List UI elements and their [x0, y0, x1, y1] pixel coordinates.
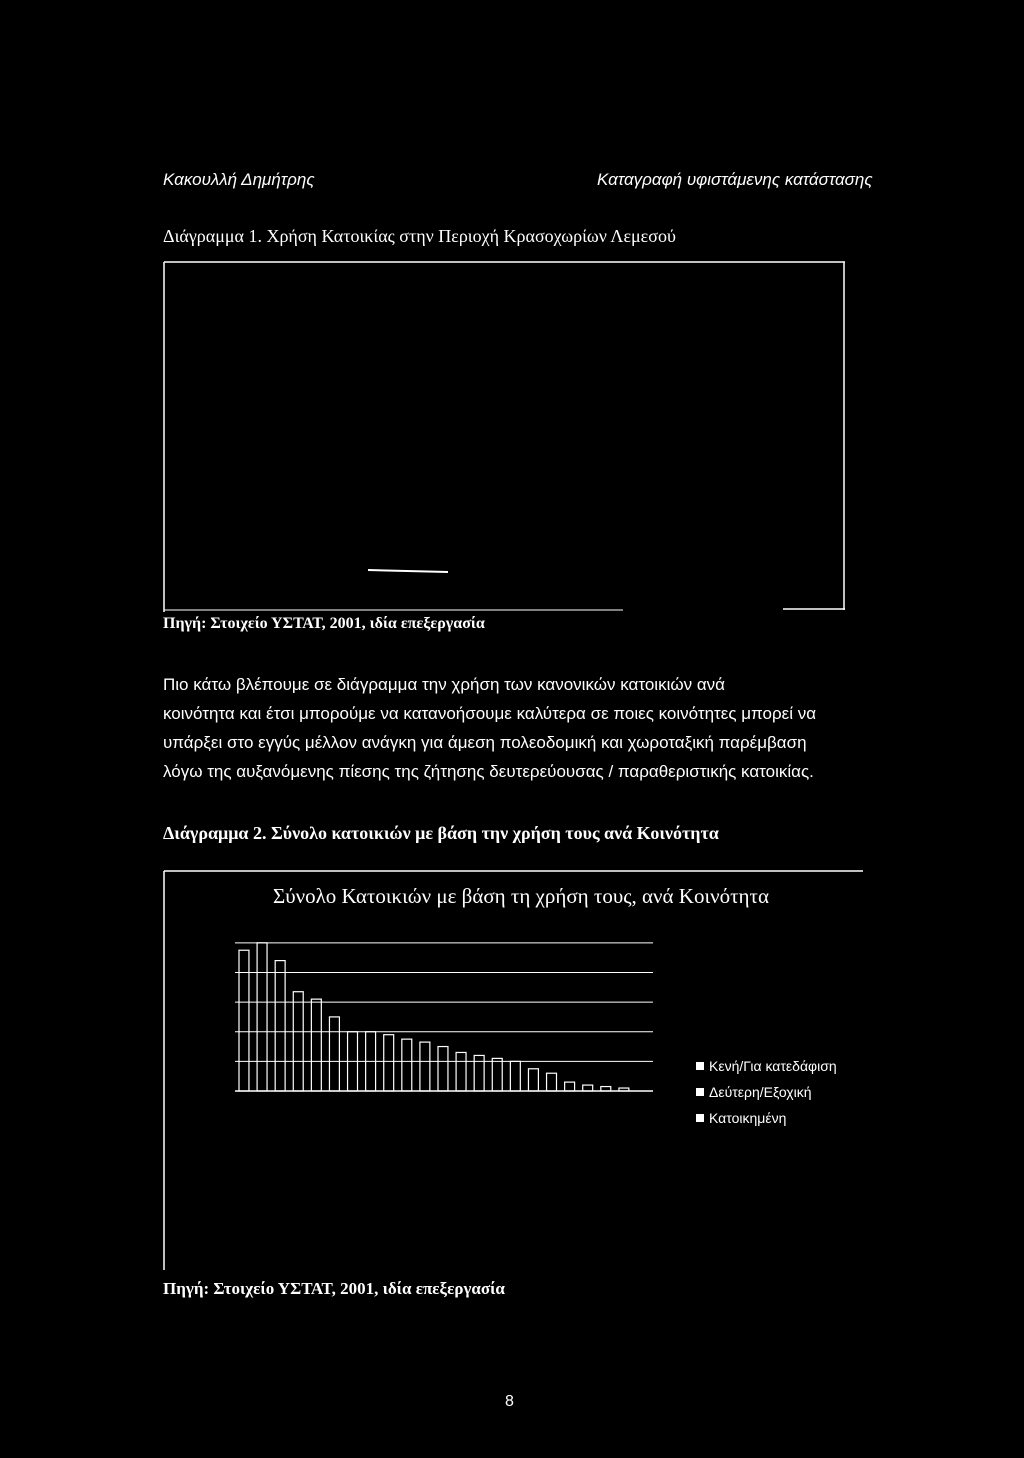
bar [438, 1047, 448, 1091]
diagram1-graphic [163, 260, 845, 612]
bar [329, 1017, 339, 1091]
page-number: 8 [505, 1393, 514, 1410]
diagram1-caption: Διάγραμμα 1. Χρήση Κατοικίας στην Περιοχή Κρασοχωρίων Λεμεσού [163, 226, 676, 246]
header-author: Κακουλλή Δημήτρης [163, 170, 315, 189]
legend-label: Κενή/Για κατεδάφιση [709, 1058, 837, 1074]
bar [492, 1058, 502, 1091]
legend-label: Κατοικημένη [709, 1110, 787, 1126]
bar [510, 1061, 520, 1091]
bar [456, 1052, 466, 1091]
bar [384, 1035, 394, 1091]
bar [402, 1039, 412, 1091]
paragraph-line: λόγω της αυξανόμενης πίεσης της ζήτησης δευτερεύουσας / παραθεριστικής κατοικίας. [163, 762, 814, 781]
bar [420, 1042, 430, 1091]
legend-item [696, 1105, 837, 1131]
bar [565, 1082, 575, 1091]
bar [547, 1073, 557, 1091]
bar [583, 1085, 593, 1091]
bar [311, 999, 321, 1091]
bar [257, 943, 267, 1091]
diagram2-caption: Διάγραμμα 2. Σύνολο κατοικιών με βάση την χρήση τους ανά Κοινότητα [163, 823, 719, 843]
legend-swatch [696, 1088, 704, 1096]
bar-chart [233, 926, 663, 1106]
chart-legend [696, 1053, 837, 1131]
bar [239, 950, 249, 1091]
bar [619, 1088, 629, 1091]
chart-title: Σύνολο Κατοικιών με βάση τη χρήση τους, ανά Κοινότητα [273, 884, 769, 908]
header-section: Καταγραφή υφιστάμενης κατάστασης [597, 170, 873, 189]
bar [275, 961, 285, 1091]
paragraph-line: υπάρξει στο εγγύς μέλλον ανάγκη για άμεση πολεοδομική και χωροταξική παρέμβαση [163, 733, 807, 752]
paragraph-line: κοινότητα και έτσι μπορούμε να κατανοήσουμε καλύτερα σε ποιες κοινότητες μπορεί να [163, 704, 817, 723]
legend-label: Δεύτερη/Εξοχική [709, 1084, 812, 1100]
diagram1-source: Πηγή: Στοιχείο ΥΣΤΑΤ, 2001, ιδία επεξεργασία [163, 615, 485, 632]
legend-swatch [696, 1114, 704, 1122]
bar [474, 1055, 484, 1091]
diagram2-source: Πηγή: Στοιχείο ΥΣΤΑΤ, 2001, ιδία επεξεργασία [163, 1279, 505, 1298]
bar [293, 992, 303, 1091]
legend-item [696, 1079, 837, 1105]
paragraph-line: Πιο κάτω βλέπουμε σε διάγραμμα την χρήση των κανονικών κατοικιών ανά [163, 675, 725, 694]
legend-item [696, 1053, 837, 1079]
bar [528, 1069, 538, 1091]
diagram1-mark [368, 570, 448, 572]
diagram2-frame [163, 870, 863, 1270]
legend-swatch [696, 1062, 704, 1070]
body-paragraph [163, 670, 816, 786]
diagram1-frame [163, 260, 845, 612]
